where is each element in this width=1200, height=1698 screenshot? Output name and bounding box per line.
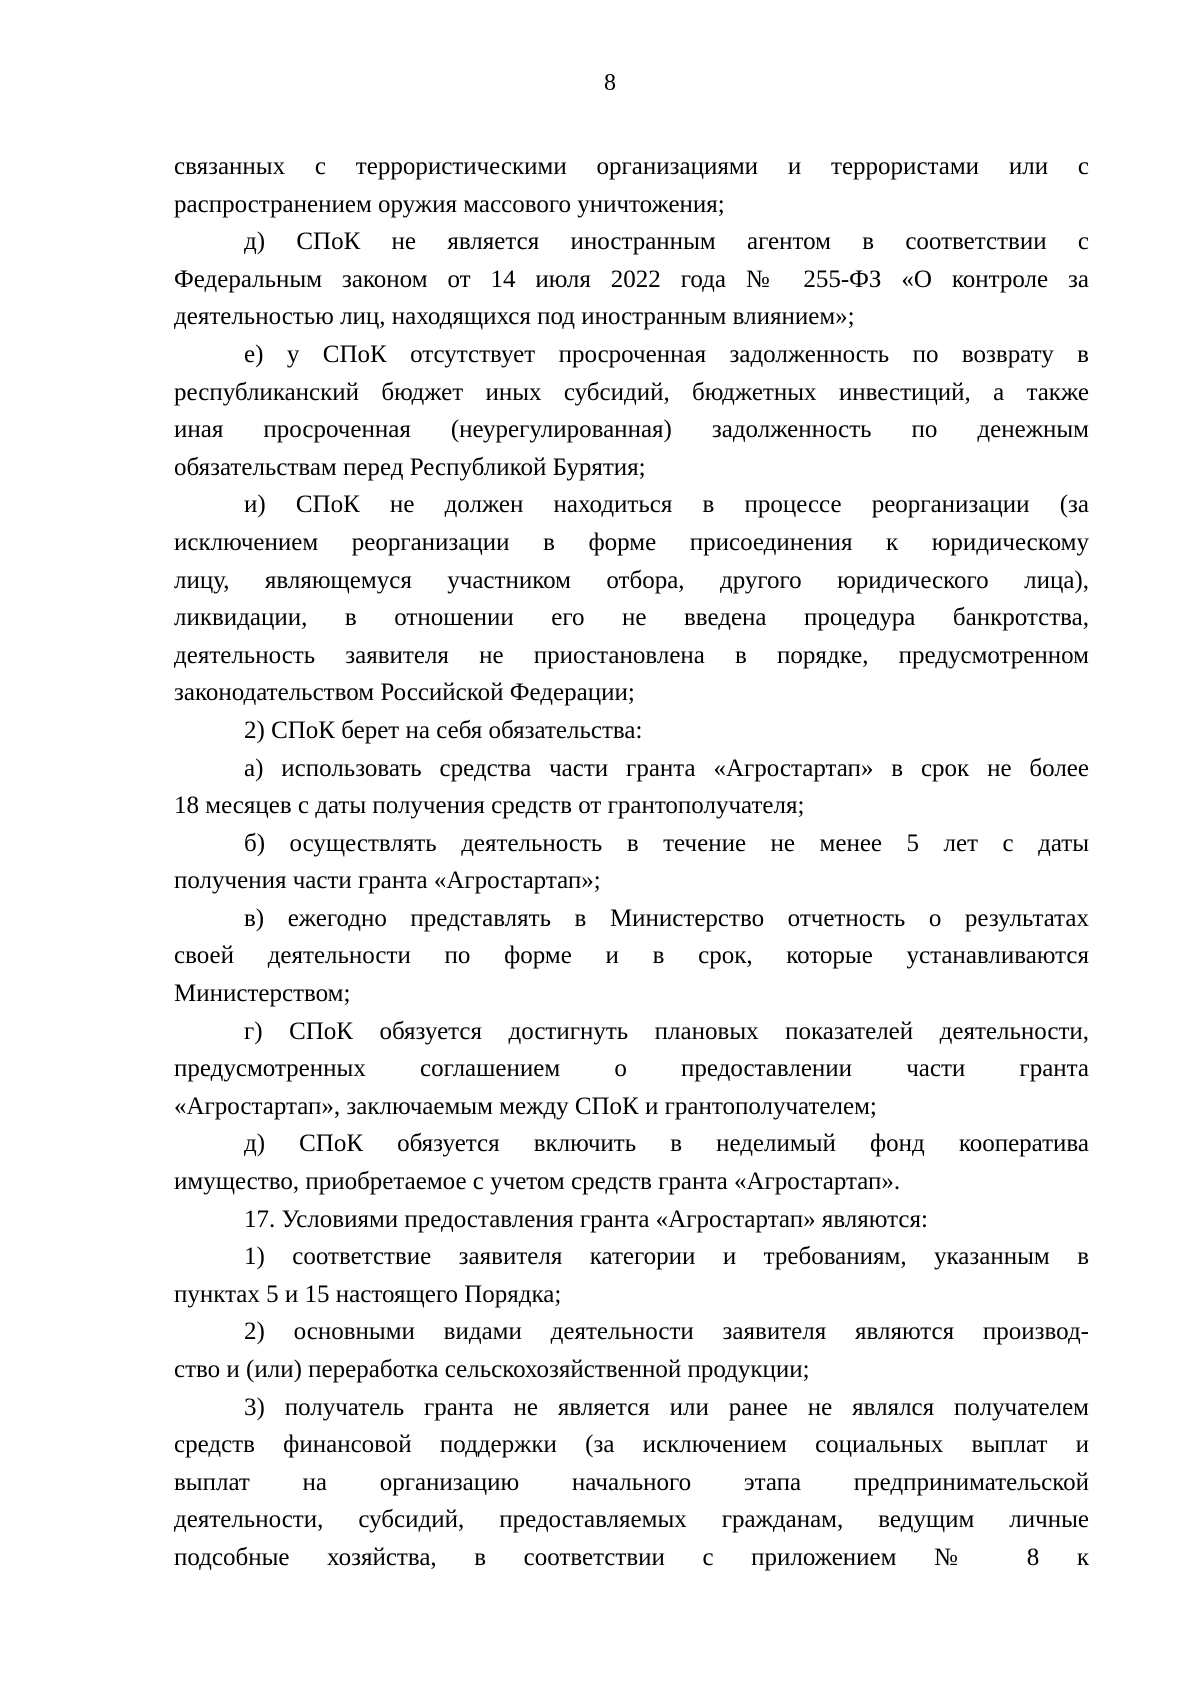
text-line: д) СПоК обязуется включить в неделимый фонд кооператива xyxy=(244,1130,1089,1158)
text-line: ство и (или) переработка сельскохозяйственной продукции; xyxy=(174,1356,810,1383)
text-line: ликвидации, в отношении его не введена процедура банкротства, xyxy=(174,604,1089,632)
text-line: в) ежегодно представлять в Министерство отчетность о результатах xyxy=(244,904,1089,932)
text-line: предусмотренных соглашением о предоставлении части гранта xyxy=(174,1055,1089,1083)
text-line: г) СПоК обязуется достигнуть плановых показателей деятельности, xyxy=(244,1017,1089,1045)
text-line: средств финансовой поддержки (за исключением социальных выплат и xyxy=(174,1431,1089,1459)
text-line: связанных с террористическими организациями и террористами или с xyxy=(174,153,1089,180)
text-line: «Агростартап», заключаемым между СПоК и грантополучателем; xyxy=(174,1092,877,1120)
text-line: законодательством Российской Федерации; xyxy=(174,679,635,707)
text-line: обязательствам перед Республикой Бурятия; xyxy=(174,453,646,481)
text-line: Министерством; xyxy=(174,980,351,1008)
text-line: республиканский бюджет иных субсидий, бюджетных инвестиций, а также xyxy=(174,378,1089,406)
text-line: имущество, приобретаемое с учетом средств гранта «Агростартап». xyxy=(174,1168,901,1196)
text-line: 1) соответствие заявителя категории и требованиям, указанным в xyxy=(244,1243,1089,1271)
text-line: деятельностью лиц, находящихся под иностранным влиянием»; xyxy=(174,303,855,331)
text-line: распространением оружия массового уничтожения; xyxy=(174,190,725,218)
text-line: д) СПоК не является иностранным агентом в соответствии с xyxy=(244,228,1089,256)
text-line: а) использовать средства части гранта «Агростартап» в срок не более xyxy=(244,754,1089,782)
text-line: 2) СПоК берет на себя обязательства: xyxy=(244,716,643,744)
text-line: 2) основными видами деятельности заявителя являются производ- xyxy=(244,1318,1089,1346)
text-line: е) у СПоК отсутствует просроченная задолженность по возврату в xyxy=(244,340,1089,368)
text-line: получения части гранта «Агростартап»; xyxy=(174,867,601,895)
text-line: своей деятельности по форме и в срок, которые устанавливаются xyxy=(174,942,1089,970)
text-line: 3) получатель гранта не является или ранее не являлся получателем xyxy=(244,1393,1089,1421)
text-line: деятельность заявителя не приостановлена в порядке, предусмотренном xyxy=(174,641,1089,669)
text-line: б) осуществлять деятельность в течение не менее 5 лет с даты xyxy=(244,829,1089,857)
text-line: деятельности, субсидий, предоставляемых гражданам, ведущим личные xyxy=(174,1506,1089,1534)
text-line: исключением реорганизации в форме присоединения к юридическому xyxy=(174,528,1089,556)
text-line: лицу, являющемуся участником отбора, другого юридического лица), xyxy=(174,566,1089,594)
text-line: иная просроченная (неурегулированная) задолженность по денежным xyxy=(174,416,1089,444)
text-line: подсобные хозяйства, в соответствии с приложением № 8 к xyxy=(174,1543,1089,1571)
text-line: 18 месяцев с даты получения средств от грантополучателя; xyxy=(174,792,805,820)
text-line: пунктах 5 и 15 настоящего Порядка; xyxy=(174,1280,562,1308)
text-line: 17. Условиями предоставления гранта «Агростартап» являются: xyxy=(244,1205,928,1233)
page-number: 8 xyxy=(604,70,616,96)
text-line: и) СПоК не должен находиться в процессе реорганизации (за xyxy=(244,491,1089,519)
text-line: выплат на организацию начального этапа предпринимательской xyxy=(174,1468,1089,1496)
document-body xyxy=(174,148,1089,1577)
text-line: Федеральным законом от 14 июля 2022 года № 255-ФЗ «О контроле за xyxy=(174,265,1089,293)
